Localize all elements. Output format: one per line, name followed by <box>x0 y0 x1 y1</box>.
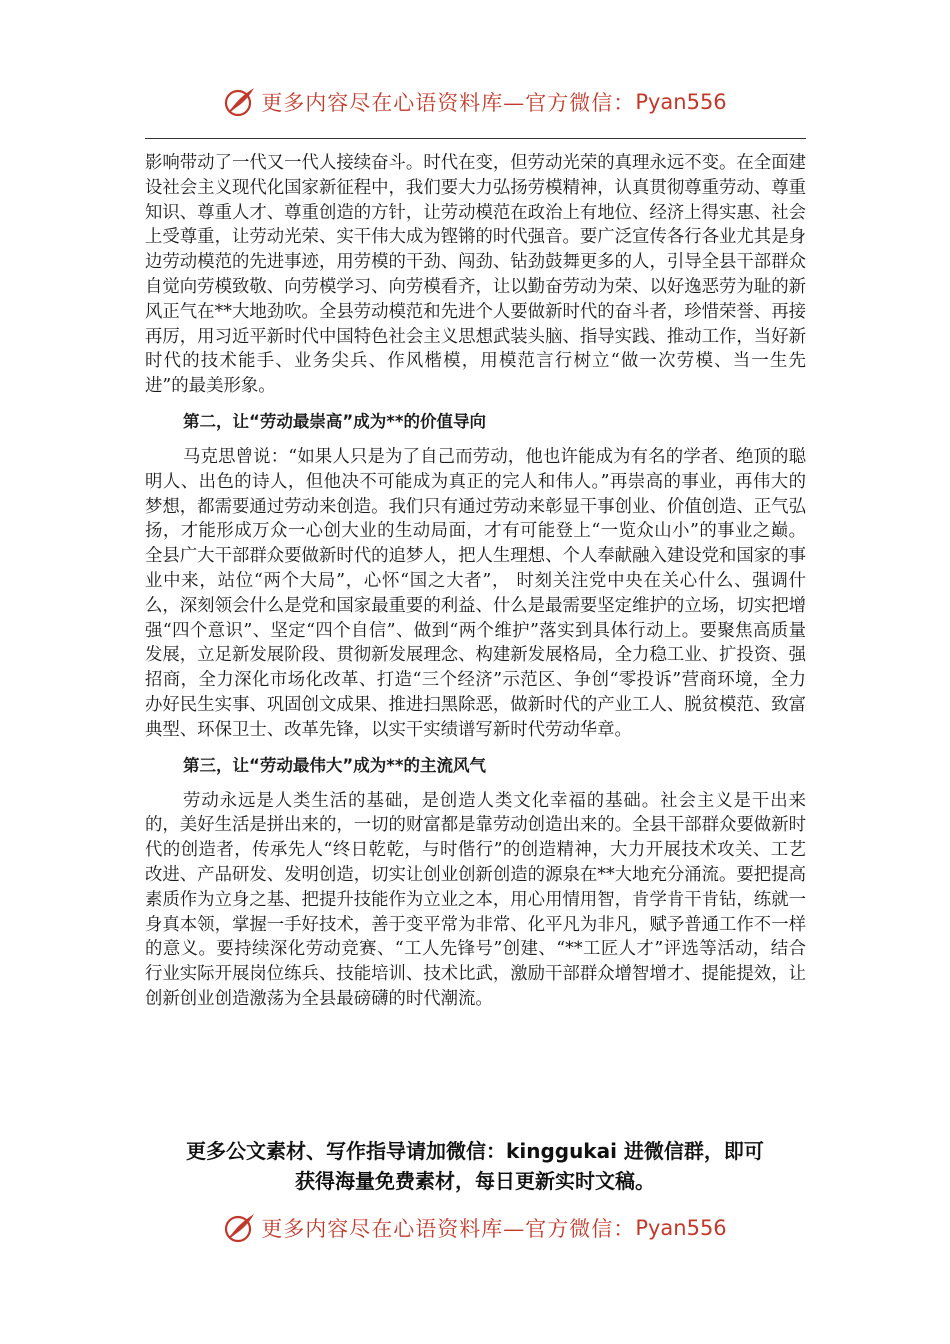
promo-line-2: 获得海量免费素材，每日更新实时文稿。 <box>295 1169 655 1193</box>
quill-logo-icon <box>223 1211 257 1245</box>
promo-line-1: 更多公文素材、写作指导请加微信：kinggukai 进微信群，即可 <box>186 1139 764 1163</box>
promo-notice <box>120 1136 830 1196</box>
header-banner <box>0 82 950 122</box>
section2-heading: 第二，让“劳动最崇高”成为**的价值导向 <box>183 411 486 431</box>
section2-paragraph: 马克思曾说：“如果人只是为了自己而劳动，他也许能成为有名的学者、绝顶的聪明人、出色的诗人，但他决不可能成为真正的完人和伟人。”再崇高的事业，再伟大的梦想，都需要通过劳动来创造。我们只有通过劳动来彰显干事创业、价值创造、正气弘扬，才能形成万众一心创大业的生动局面，才有可能登上“一览众山小”的事业之巅。全县广大干部群众要做新时代的追梦人，把人生理想、个人奉献融入建设党和国家的事业中来，站位“两个大局”，心怀“国之大者”， 时刻关注党中央在关心什么、强调什么，深刻领会什么是党和国家最重要的利益、什么是最需要坚定维护的立场，切实把增强“四个意识”、坚定“四个自信”、做到“两个维护”落实到具体行动上。要聚焦高质量发展，立足新发展阶段、贯彻新发展理念、构建新发展格局，全力稳工业、扩投资、强招商，全力深化市场化改革、打造“三个经济”示范区、争创“零投诉”营商环境，全力办好民生实事、巩固创文成果、推进扫黑除恶，做新时代的产业工人、脱贫模范、致富典型、环保卫士、改革先锋，以实干实绩谱写新时代劳动华章。 <box>145 446 806 740</box>
header-banner-id: Pyan556 <box>635 90 727 114</box>
intro-paragraph: 影响带动了一代又一代人接续奋斗。时代在变，但劳动光荣的真理永远不变。在全面建设社会主义现代化国家新征程中，我们要大力弘扬劳模精神，认真贯彻尊重劳动、尊重知识、尊重人才、尊重创造的方针，让劳动模范在政治上有地位、经济上得实惠、社会上受尊重，让劳动光荣、实干伟大成为铿锵的时代强音。要广泛宣传各行各业尤其是身边劳动模范的先进事迹，用劳模的干劲、闯劲、钻劲鼓舞更多的人，引导全县干部群众自觉向劳模致敬、向劳模学习、向劳模看齐，让以勤奋劳动为荣、以好逸恶劳为耻的新风正气在**大地劲吹。全县劳动模范和先进个人要做新时代的奋斗者，珍惜荣誉、再接再厉，用习近平新时代中国特色社会主义思想武装头脑、指导实践、推动工作，当好新时代的技术能手、业务尖兵、作风楷模，用模范言行树立“做一次劳模、当一生先进”的最美形象。 <box>145 153 806 397</box>
footer-banner-id: Pyan556 <box>635 1216 727 1240</box>
footer-banner-text: 更多内容尽在心语资料库—官方微信： <box>261 1217 636 1241</box>
header-banner-text: 更多内容尽在心语资料库—官方微信： <box>261 91 636 115</box>
document-body <box>145 151 806 1012</box>
quill-logo-icon <box>223 85 257 119</box>
section3-heading: 第三，让“劳动最伟大”成为**的主流风气 <box>183 755 486 775</box>
header-divider <box>145 138 806 139</box>
section3-paragraph: 劳动永远是人类生活的基础，是创造人类文化幸福的基础。社会主义是干出来的，美好生活是拼出来的，一切的财富都是靠劳动创造出来的。全县干部群众要做新时代的创造者，传承先人“终日乾乾，与时偕行”的创造精神，大力开展技术攻关、工艺改进、产品研发、发明创造，切实让创业创新创造的源泉在**大地充分涌流。要把提高素质作为立身之基、把提升技能作为立业之本，用心用情用智，肯学肯干肯钻，练就一身真本领，掌握一手好技术，善于变平常为非常、化平凡为非凡，赋予普通工作不一样的意义。要持续深化劳动竞赛、“工人先锋号”创建、“**工匠人才”评选等活动，结合行业实际开展岗位练兵、技能培训、技术比武，激励干部群众增智增才、提能提效，让创新创业创造激荡为全县最磅礴的时代潮流。 <box>145 790 806 1009</box>
footer-banner <box>0 1208 950 1248</box>
